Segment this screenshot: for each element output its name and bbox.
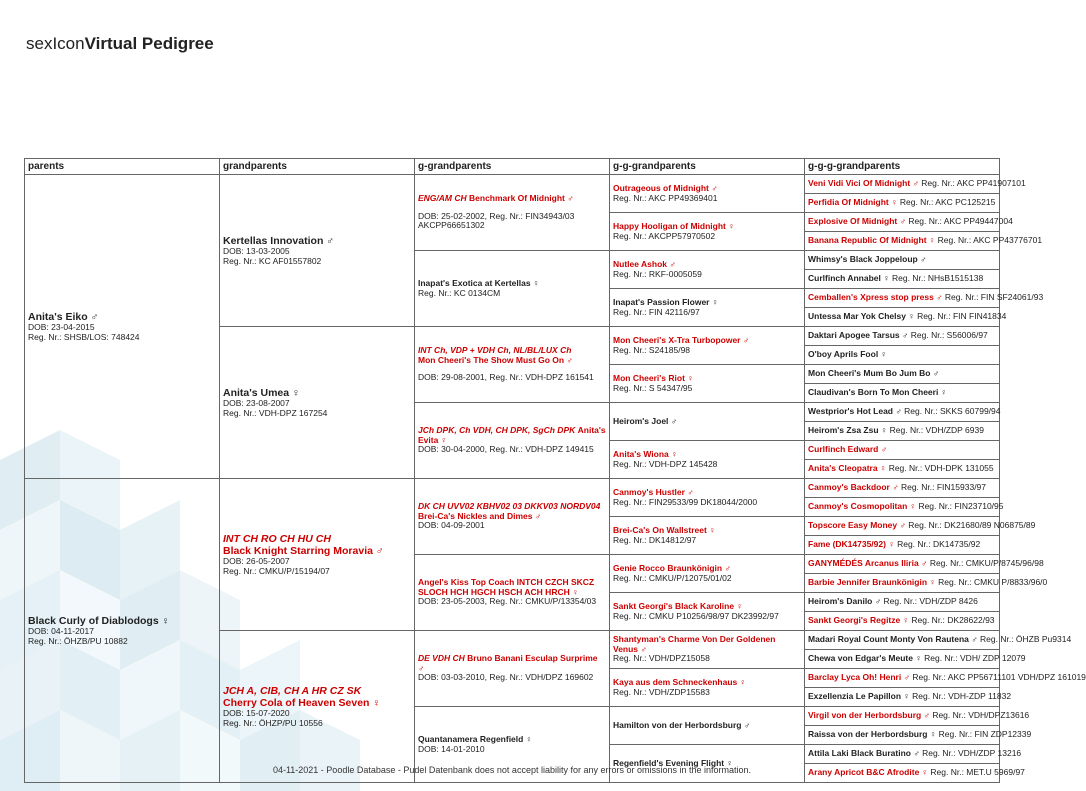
- g-g-g-grandparent-cell: [805, 612, 1000, 631]
- reg: Reg. Nr.: SKKS 60799/94: [904, 406, 1001, 417]
- titles: DK CH UVV02 KBHV02 03 DKKV03 NORDV04: [418, 500, 601, 511]
- dog-name-link[interactable]: Barbie Jennifer Braunkönigin ♀: [808, 577, 936, 588]
- reg: Reg. Nr.: CMKU P10256/98/97 DK23992/97: [613, 610, 779, 621]
- dog-name-link[interactable]: Inapat's Passion Flower ♀: [613, 296, 719, 307]
- g-g-g-grandparent-cell: [805, 574, 1048, 593]
- dog-name-link[interactable]: Raissa von der Herbordsburg ♀: [808, 729, 937, 740]
- reg: Reg. Nr.: VDH/ ZDP 12079: [924, 653, 1026, 664]
- dog-name-link[interactable]: Curlfinch Annabel ♀: [808, 273, 890, 284]
- dog-name-link[interactable]: Mon Cheeri's The Show Must Go On ♂: [418, 354, 573, 365]
- dog-name-link[interactable]: Angel's Kiss Top Coach INTCH CZCH SKCZ SLOCH HCH HGCH HSCH ACH HRCH ♀: [418, 576, 595, 597]
- dob: DOB: 30-04-2000, Reg. Nr.: VDH-DPZ 149415: [418, 444, 594, 455]
- dog-name-link[interactable]: Bruno Banani Esculap Surprime ♂: [418, 652, 598, 673]
- reg: Reg. Nr.: AKC PP41907101: [921, 178, 1026, 189]
- dog-name-link[interactable]: Happy Hooligan of Midnight ♀: [613, 220, 735, 231]
- grandparent-cell: [220, 631, 415, 783]
- dog-name-link[interactable]: Anita's Cleopatra ♀: [808, 463, 887, 474]
- grandparent-cell: [220, 479, 415, 631]
- g-g-grandparent-cell: [610, 403, 805, 441]
- dog-name-link[interactable]: Topscore Easy Money ♂: [808, 520, 906, 531]
- g-g-g-grandparent-cell: [805, 327, 1000, 346]
- dog-name-link[interactable]: Anita's Umea ♀: [223, 386, 300, 399]
- brand-name: sexIcon: [26, 34, 85, 53]
- g-g-g-grandparent-cell: [805, 688, 1012, 707]
- reg: Reg. Nr.: AKC PC125215: [899, 197, 996, 208]
- g-grandparent-cell: [415, 555, 610, 631]
- reg: Reg. Nr.: CMKU P/8833/96/0: [938, 577, 1048, 588]
- dog-name-link[interactable]: Canmoy's Cosmopolitan ♀: [808, 501, 917, 512]
- parent-cell: [25, 479, 220, 783]
- dog-name-link[interactable]: Nutlee Ashok ♂: [613, 258, 676, 269]
- g-g-grandparent-cell: [610, 555, 805, 593]
- g-g-g-grandparent-cell: [805, 631, 1072, 650]
- g-g-g-grandparent-cell: [805, 593, 1000, 612]
- g-g-g-grandparent-cell: [805, 517, 1036, 536]
- dob: DOB: 15-07-2020: [223, 707, 290, 718]
- reg: Reg. Nr.: DK21680/89 N06875/89: [908, 520, 1036, 531]
- dog-name-link[interactable]: Mon Cheeri's Riot ♀: [613, 372, 694, 383]
- dog-name-link[interactable]: Anita's Evita ♀: [418, 424, 606, 445]
- g-g-grandparent-cell: [610, 289, 805, 327]
- page-title: Virtual Pedigree: [84, 34, 214, 53]
- dog-name-link[interactable]: Brei-Ca's Nickles and Dimes ♂: [418, 510, 542, 521]
- g-g-grandparent-cell: [610, 479, 805, 517]
- g-g-g-grandparent-cell: [805, 213, 1013, 232]
- g-g-grandparent-cell: [610, 707, 805, 745]
- dog-name-link[interactable]: Attila Laki Black Buratino ♂: [808, 748, 920, 759]
- dog-name-link[interactable]: Outrageous of Midnight ♂: [613, 182, 718, 193]
- reg: Reg. Nr.: S 54347/95: [613, 382, 693, 393]
- dog-name-link[interactable]: Perfidia Of Midnight ♀: [808, 197, 898, 208]
- reg: Reg. Nr.: FIN29533/99 DK18044/2000: [613, 496, 758, 507]
- dob: DOB: 26-05-2007: [223, 555, 290, 566]
- reg: Reg. Nr.: DK28622/93: [911, 615, 995, 626]
- dob: DOB: 29-08-2001, Reg. Nr.: VDH-DPZ 161541: [418, 372, 594, 383]
- dog-name-link[interactable]: Banana Republic Of Midnight ♀: [808, 235, 936, 246]
- reg: Reg. Nr.: VDH-ZDP 11832: [912, 691, 1012, 702]
- g-g-g-grandparent-cell: [805, 308, 1007, 327]
- dog-name-link[interactable]: Quantanamera Regenfield ♀: [418, 733, 533, 744]
- dog-name-link[interactable]: Curlfinch Edward ♂: [808, 444, 888, 455]
- dog-name-link[interactable]: Heirom's Zsa Zsu ♀: [808, 425, 888, 436]
- reg: Reg. Nr.: AKC PP56711101 VDH/DPZ 161019: [912, 672, 1086, 683]
- reg: Reg. Nr.: VDH/ZDP 13216: [922, 748, 1022, 759]
- g-g-g-grandparent-cell: [805, 555, 1044, 574]
- reg: Reg. Nr.: NHsB1515138: [892, 273, 984, 284]
- dog-name-link[interactable]: Benchmark Of Midnight ♂: [469, 192, 574, 203]
- app-logo: [26, 34, 214, 54]
- dog-name-link[interactable]: Anita's Wiona ♀: [613, 448, 678, 459]
- g-g-grandparent-cell: [610, 251, 805, 289]
- col-header-grandparents: grandparents: [220, 159, 415, 175]
- reg: Reg. Nr.: KC AF01557802: [223, 255, 322, 266]
- reg: Reg. Nr.: MET.U 5969/97: [930, 767, 1025, 778]
- reg: Reg. Nr.: ÖHZB Pu9314: [980, 634, 1072, 645]
- dog-name-link[interactable]: Heirom's Joel ♂: [613, 415, 678, 426]
- dog-name-link[interactable]: Cherry Cola of Heaven Seven ♀: [223, 696, 381, 709]
- dog-name-link[interactable]: Explosive Of Midnight ♂: [808, 216, 906, 227]
- dog-name-link[interactable]: Whimsy's Black Joppeloup ♂: [808, 254, 927, 265]
- titles: DE VDH CH: [418, 652, 465, 663]
- g-g-g-grandparent-cell: [805, 707, 1030, 726]
- grandparent-cell: [220, 327, 415, 479]
- titles: JCH A, CIB, CH A HR CZ SK: [223, 684, 362, 697]
- reg: Reg. Nr.: VDH/DPZ13616: [932, 710, 1030, 721]
- g-g-grandparent-cell: [610, 631, 805, 669]
- parent-cell: [25, 175, 220, 479]
- dog-name-link[interactable]: Canmoy's Hustler ♂: [613, 486, 694, 497]
- pedigree-table: [24, 158, 1086, 783]
- titles: JCh DPK, Ch VDH, CH DPK, SgCh DPK: [418, 424, 576, 435]
- g-g-g-grandparent-cell: [805, 650, 1026, 669]
- g-grandparent-cell: [415, 175, 610, 251]
- footer-disclaimer: 04-11-2021 - Poodle Database - Pudel Datenbank does not accept liability for any errors or omissions in the information.: [272, 765, 752, 775]
- dog-name-link[interactable]: Fame (DK14735/92) ♀: [808, 539, 895, 550]
- col-header-g-g-g-grandparents: g-g-g-grandparents: [805, 159, 1000, 175]
- g-g-g-grandparent-cell: [805, 232, 1043, 251]
- g-g-grandparent-cell: [610, 669, 805, 707]
- g-g-g-grandparent-cell: [805, 175, 1026, 194]
- dog-name-link[interactable]: Cemballen's Xpress stop press ♂: [808, 292, 943, 303]
- g-g-g-grandparent-cell: [805, 194, 1000, 213]
- dog-name-link[interactable]: Hamilton von der Herbordsburg ♂: [613, 719, 751, 730]
- dog-name-link[interactable]: Untessa Mar Yok Chelsy ♀: [808, 311, 915, 322]
- g-grandparent-cell: [415, 403, 610, 479]
- dog-name-link[interactable]: Anita's Eiko ♂: [28, 310, 99, 323]
- g-g-grandparent-cell: [610, 517, 805, 555]
- g-grandparent-cell: [415, 631, 610, 707]
- reg: Reg. Nr.: FIN15933/97: [900, 482, 987, 493]
- dog-name-link[interactable]: Heirom's Danilo ♂: [808, 596, 882, 607]
- titles: ENG/AM CH: [418, 192, 467, 203]
- dob: DOB: 14-01-2010: [418, 743, 485, 754]
- dob: DOB: 23-08-2007: [223, 397, 290, 408]
- reg: Reg. Nr.: VDH/ZDP 8426: [883, 596, 978, 607]
- titles: INT CH RO CH HU CH: [223, 532, 331, 545]
- g-g-g-grandparent-cell: [805, 536, 1000, 555]
- dog-name-link[interactable]: Madari Royal Count Monty Von Rautenа ♂: [808, 634, 978, 645]
- reg: Reg. Nr.: ÖHZB/PU 10882: [28, 635, 128, 646]
- reg: Reg. Nr.: CMKU/P/15194/07: [223, 565, 330, 576]
- reg: Reg. Nr.: CMKU/P/12075/01/02: [613, 572, 732, 583]
- dog-name-link[interactable]: Virgil von der Herbordsburg ♂: [808, 710, 930, 721]
- dog-name-link[interactable]: Barclay Lyca Oh! Henri ♂: [808, 672, 910, 683]
- g-g-g-grandparent-cell: [805, 726, 1032, 745]
- reg: Reg. Nr.: FIN FIN41834: [917, 311, 1007, 322]
- dog-name-link[interactable]: Shantyman's Charme Von Der Goldenen Venus ♂: [613, 633, 776, 654]
- dob: DOB: 23-04-2015: [28, 321, 95, 332]
- reg: Reg. Nr.: FIN ZDP12339: [938, 729, 1032, 740]
- reg: Reg. Nr.: VDH/ZDP 6939: [889, 425, 984, 436]
- col-header-parents: parents: [25, 159, 220, 175]
- reg: Reg. Nr.: ÖHZP/PU 10556: [223, 717, 323, 728]
- g-grandparent-cell: [415, 479, 610, 555]
- g-g-grandparent-cell: [610, 441, 805, 479]
- reg: Reg. Nr.: VDH/ZDP15583: [613, 686, 710, 697]
- g-g-grandparent-cell: [610, 745, 805, 783]
- col-header-g-g-grandparents: g-g-grandparents: [610, 159, 805, 175]
- g-g-g-grandparent-cell: [805, 441, 1000, 460]
- dob: DOB: 03-03-2010, Reg. Nr.: VDH/DPZ 169602: [418, 672, 594, 683]
- reg: Reg. Nr.: VDH/DPZ15058: [613, 653, 710, 664]
- g-g-g-grandparent-cell: [805, 270, 1000, 289]
- reg: Reg. Nr.: AKC PP49447004: [908, 216, 1013, 227]
- reg: Reg. Nr.: AKCPP57970502: [613, 230, 716, 241]
- reg: Reg. Nr.: S56006/97: [910, 330, 988, 341]
- dog-name-link[interactable]: Claudivan's Born To Mon Cheeri ♀: [808, 387, 948, 398]
- g-g-g-grandparent-cell: [805, 289, 1044, 308]
- dog-name-link[interactable]: GANYMÉDÉS Arcanus Iliria ♂: [808, 558, 928, 569]
- g-grandparent-cell: [415, 327, 610, 403]
- dog-name-link[interactable]: Genie Rocco Braunkönigin ♂: [613, 562, 731, 573]
- g-g-g-grandparent-cell: [805, 460, 1000, 479]
- col-header-g-grandparents: g-grandparents: [415, 159, 610, 175]
- g-g-g-grandparent-cell: [805, 498, 1004, 517]
- g-g-g-grandparent-cell: [805, 422, 1000, 441]
- g-g-g-grandparent-cell: [805, 479, 1000, 498]
- dog-name-link[interactable]: Black Knight Starring Moravia ♂: [223, 544, 384, 557]
- g-g-grandparent-cell: [610, 175, 805, 213]
- dog-name-link[interactable]: Sankt Georgi's Regitze ♀: [808, 615, 909, 626]
- g-g-g-grandparent-cell: [805, 403, 1000, 422]
- g-grandparent-cell: [415, 251, 610, 327]
- dog-name-link[interactable]: O'boy Aprils Fool ♀: [808, 349, 887, 360]
- dob: DOB: 04-11-2017: [28, 625, 94, 636]
- header-row: [25, 159, 1000, 175]
- g-g-g-grandparent-cell: [805, 745, 1022, 764]
- reg: Reg. Nr.: AKC PP49369401: [613, 192, 718, 203]
- reg: Reg. Nr.: SHSB/LOS: 748424: [28, 331, 140, 342]
- reg: Reg. Nr.: CMKU/P/8745/96/98: [929, 558, 1044, 569]
- dob: DOB: 04-09-2001: [418, 520, 485, 531]
- reg: Reg. Nr.: FIN23710/95: [918, 501, 1004, 512]
- dog-name-link[interactable]: Kertellas Innovation ♂: [223, 234, 335, 247]
- dog-name-link[interactable]: Arany Apricot B&C Afrodite ♀: [808, 767, 929, 778]
- dog-name-link[interactable]: Regenfield's Evening Flight ♀: [613, 757, 733, 768]
- reg: Reg. Nr.: S24185/98: [613, 344, 691, 355]
- g-g-grandparent-cell: [610, 365, 805, 403]
- grandparent-cell: [220, 175, 415, 327]
- dob: DOB: 23-05-2003, Reg. Nr.: CMKU/P/13354/03: [418, 596, 597, 607]
- reg: Reg. Nr.: KC 0134CM: [418, 287, 501, 298]
- dog-name-link[interactable]: Canmoy's Backdoor ♂: [808, 482, 899, 493]
- dog-name-link[interactable]: Inapat's Exotica at Kertellas ♀: [418, 277, 540, 288]
- dog-name-link[interactable]: Mon Cheeri's X-Tra Turbopower ♂: [613, 334, 750, 345]
- reg: Reg. Nr.: DK14812/97: [613, 534, 697, 545]
- titles: INT Ch, VDP + VDH Ch, NL/BL/LUX Ch: [418, 344, 572, 355]
- reg: Reg. Nr.: AKC PP43776701: [937, 235, 1043, 246]
- g-g-g-grandparent-cell: [805, 365, 1000, 384]
- g-g-grandparent-cell: [610, 327, 805, 365]
- dog-name-link[interactable]: Brei-Ca's On Wallstreet ♀: [613, 524, 716, 535]
- g-g-grandparent-cell: [610, 593, 805, 631]
- g-g-g-grandparent-cell: [805, 384, 1000, 403]
- dog-name-link[interactable]: Kaya aus dem Schneckenhaus ♀: [613, 676, 746, 687]
- dog-name-link[interactable]: Daktari Apogee Tarsus ♂: [808, 330, 909, 341]
- dog-name-link[interactable]: Mon Cheeri's Mum Bo Jum Bo ♂: [808, 368, 940, 379]
- reg: Reg. Nr.: VDH-DPK 131055: [888, 463, 994, 474]
- g-g-g-grandparent-cell: [805, 251, 1000, 270]
- reg: Reg. Nr.: VDH-DPZ 167254: [223, 407, 328, 418]
- g-g-grandparent-cell: [610, 213, 805, 251]
- dob: DOB: 13-03-2005: [223, 245, 290, 256]
- dog-name-link[interactable]: Westprior's Hot Lead ♂: [808, 406, 902, 417]
- dog-name-link[interactable]: Black Curly of Diablodogs ♀: [28, 614, 170, 627]
- reg: Reg. Nr.: FIN 42116/97: [613, 306, 700, 317]
- dog-name-link[interactable]: Veni Vidi Vici Of Midnight ♂: [808, 178, 919, 189]
- dob: DOB: 25-02-2002, Reg. Nr.: FIN34943/03 AKCPP66651302: [418, 210, 575, 231]
- dog-name-link[interactable]: Sankt Georgi's Black Karoline ♀: [613, 600, 743, 611]
- reg: Reg. Nr.: VDH-DPZ 145428: [613, 458, 718, 469]
- dog-name-link[interactable]: Chewa von Edgar's Meute ♀: [808, 653, 922, 664]
- reg: Reg. Nr.: FIN SF24061/93: [944, 292, 1044, 303]
- reg: Reg. Nr.: DK14735/92: [897, 539, 981, 550]
- g-g-g-grandparent-cell: [805, 346, 1000, 365]
- dog-name-link[interactable]: Exzellenzia Le Papillon ♀: [808, 691, 910, 702]
- reg: Reg. Nr.: RKF-0005059: [613, 268, 702, 279]
- g-g-g-grandparent-cell: [805, 669, 1086, 688]
